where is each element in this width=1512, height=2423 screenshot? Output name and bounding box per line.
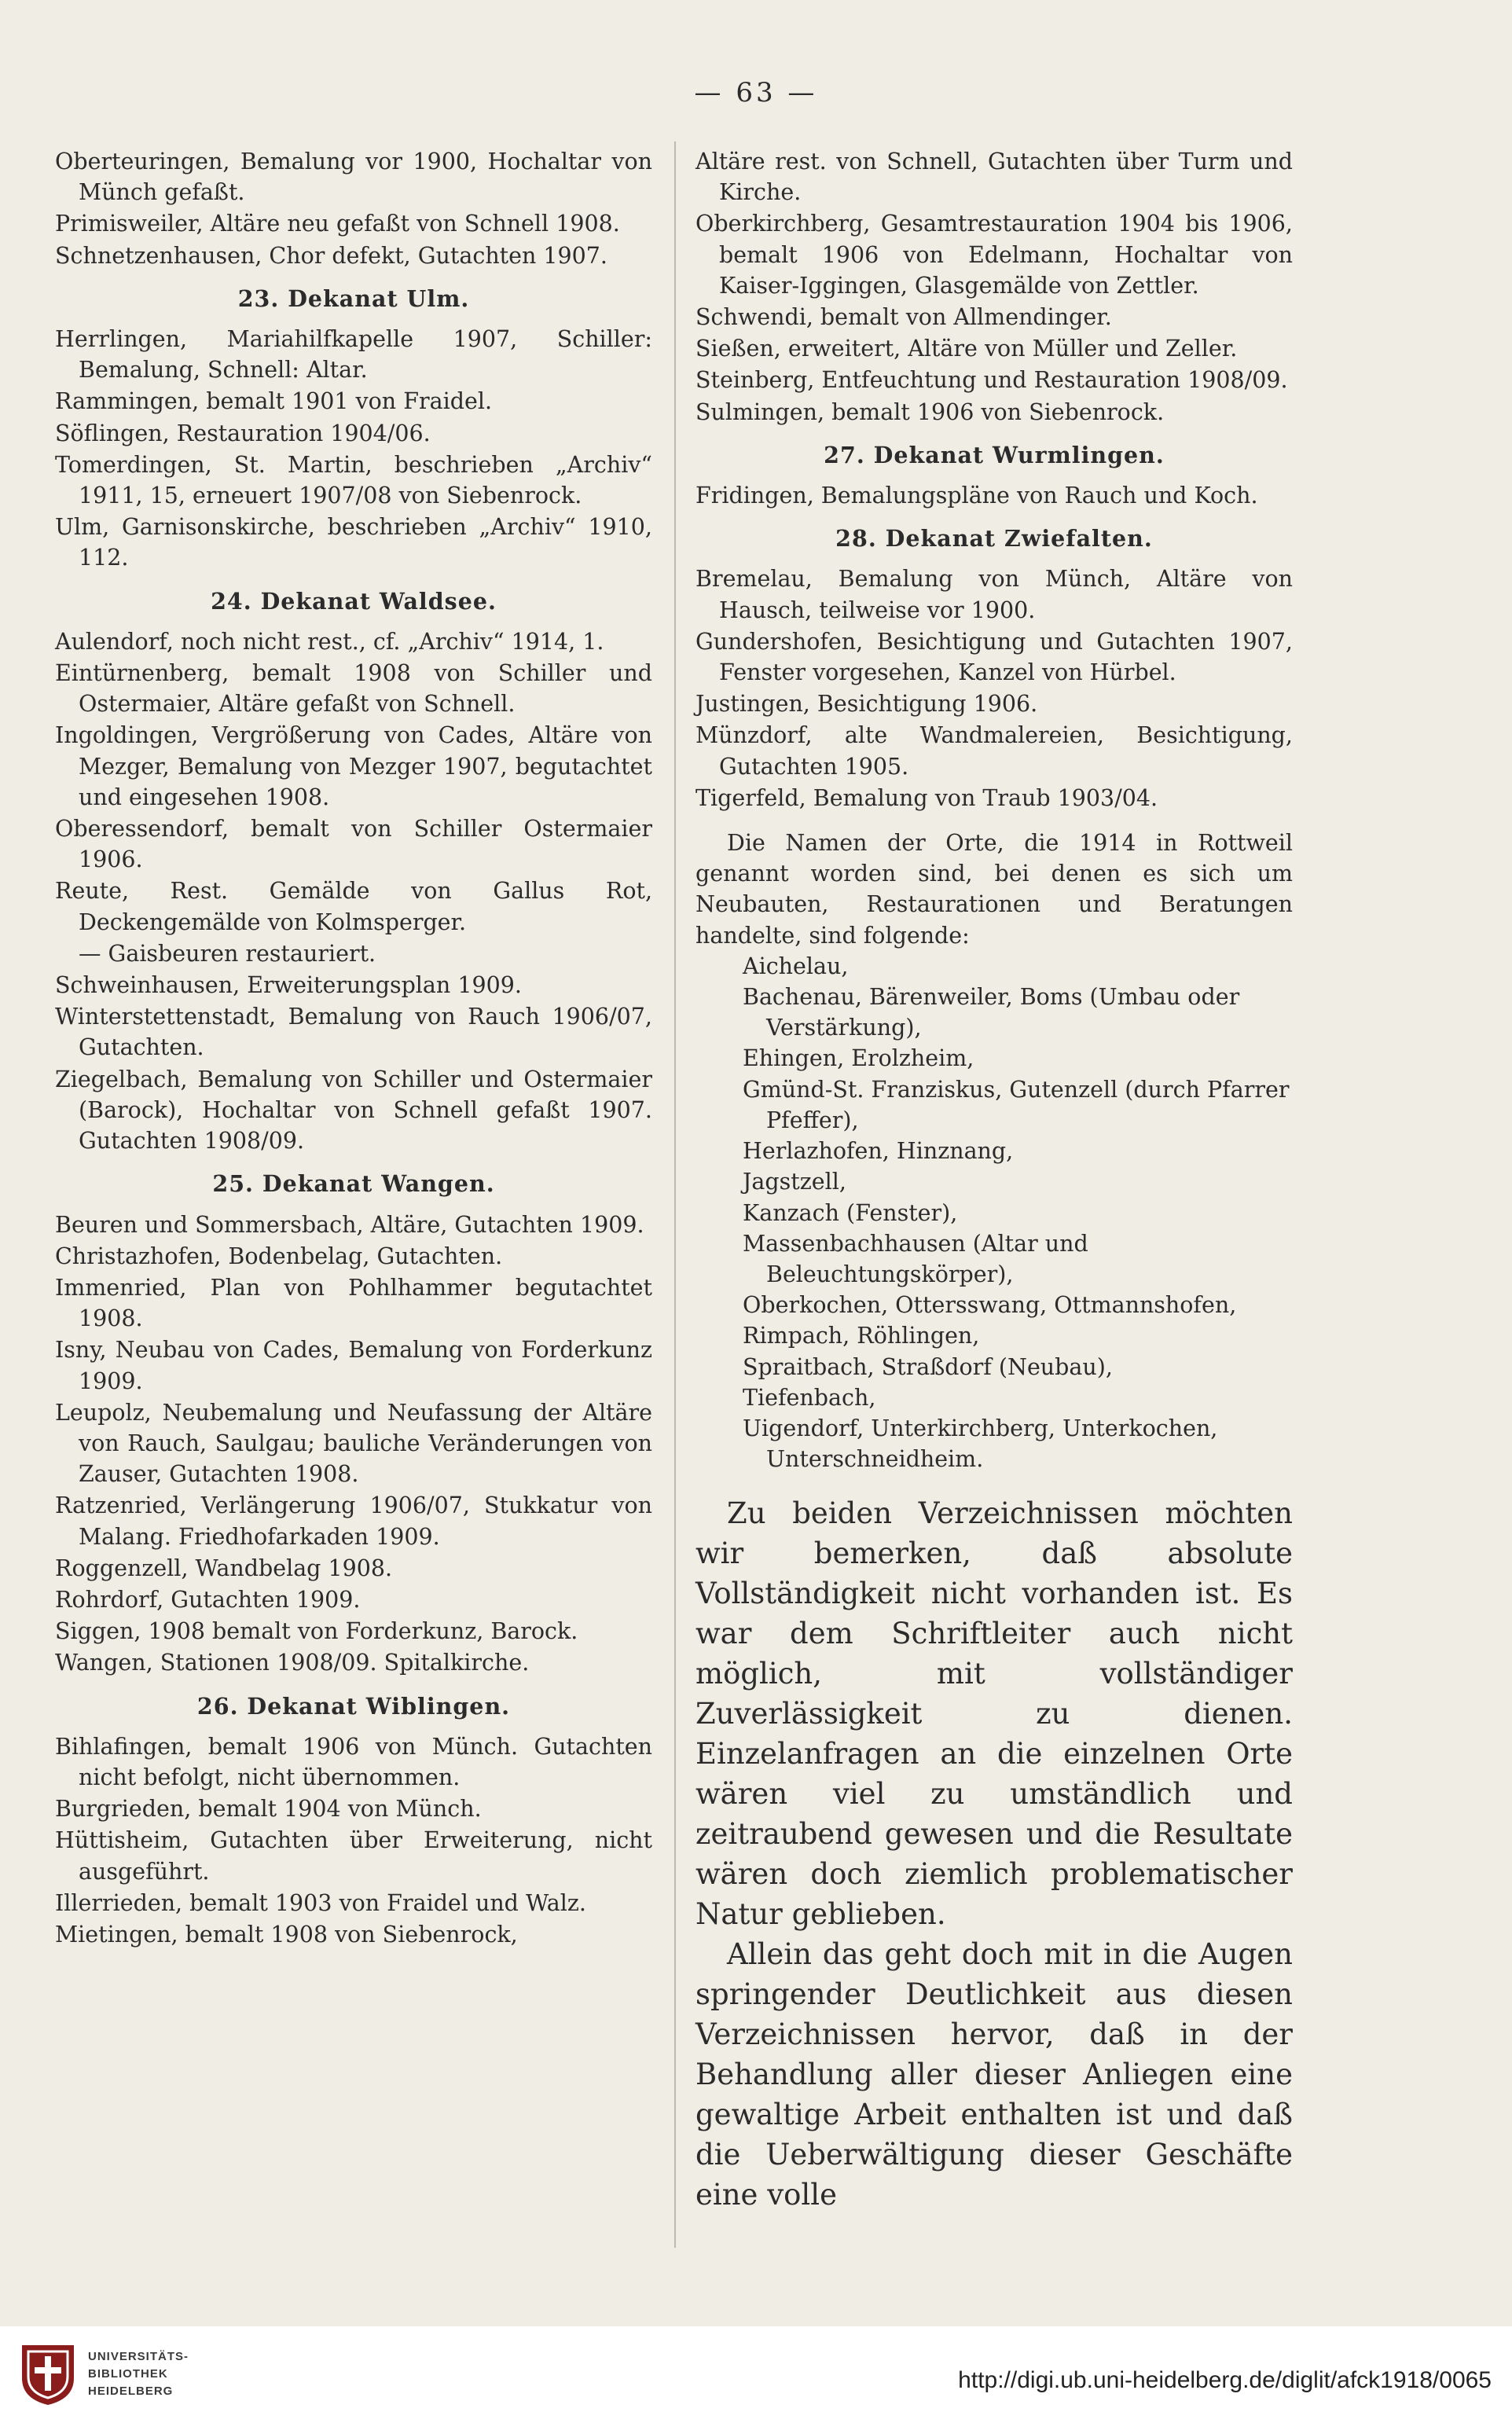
logo-line: BIBLIOTHEK [88,2367,168,2381]
list-item: — Gaisbeuren restauriert. [79,940,376,967]
section-ulm [55,324,652,574]
closing-paragraph-1: Zu beiden Verzeichnissen möchten wir bemerken, daß absolute Vollständigkeit nicht vorhanden ist. Es war dem Schriftleiter auch nicht möglich, mit vollständiger Zuverlässigkeit zu dienen. Einzelanfragen an die einzelnen Orte wären viel zu umständlich und zeitraubend gewesen und die Resultate wären doch ziemlich problematischer Natur geblieben. [695,1496,1293,1932]
list-item: Aichelau, [743,953,849,979]
list-item: Gundershofen, Besichtigung und Gutachten 1907, Fenster vorgesehen, Kanzel von Hürbel. [695,628,1293,686]
list-item: Primisweiler, Altäre neu gefaßt von Schnell 1908. [55,211,620,237]
list-item: Christazhofen, Bodenbelag, Gutachten. [55,1243,503,1269]
right-column [695,146,1293,2215]
list-item: Oberkochen, Ottersswang, Ottmannshofen, [743,1292,1237,1319]
list-item: Siggen, 1908 bemalt von Forderkunz, Barock. [55,1618,578,1645]
list-item: Herrlingen, Mariahilfkapelle 1907, Schiller: Bemalung, Schnell: Altar. [55,326,652,384]
logo-line: UNIVERSITÄTS- [88,2350,189,2363]
list-item: Sießen, erweitert, Altäre von Müller und Zeller. [695,336,1238,362]
logo-line: HEIDELBERG [88,2384,174,2398]
section-wiblingen [55,1731,652,1950]
list-item: Hüttisheim, Gutachten über Erweiterung, nicht ausgeführt. [55,1827,652,1885]
list-item: Gmünd-St. Franziskus, Gutenzell (durch Pfarrer Pfeffer), [743,1076,1290,1133]
list-item: Eintürnenberg, bemalt 1908 von Schiller und Ostermaier, Altäre gefaßt von Schnell. [55,660,652,718]
university-seal-icon [17,2340,79,2408]
list-item: Fridingen, Bemalungspläne von Rauch und Koch. [695,483,1258,509]
section-wurmlingen [695,480,1293,511]
list-item: Mietingen, bemalt 1908 von Siebenrock, [55,1921,518,1948]
list-item: Spraitbach, Straßdorf (Neubau), [743,1353,1113,1380]
list-item: Kanzach (Fenster), [743,1199,958,1226]
section-heading-wangen: 25. Dekanat Wangen. [212,1170,495,1198]
list-item: Massenbachhausen (Altar und Beleuchtungskörper), [743,1230,1088,1287]
section-heading-wurmlingen: 27. Dekanat Wurmlingen. [824,441,1165,468]
list-item: Uigendorf, Unterkirchberg, Unterkochen, Unterschneidheim. [743,1415,1218,1473]
list-item: Jagstzell, [743,1169,846,1195]
list-item: Altäre rest. von Schnell, Gutachten über Turm und Kirche. [695,149,1293,206]
viewer-footer [0,2326,1512,2423]
list-item: Rammingen, bemalt 1901 von Fraidel. [55,388,493,415]
list-item: Illerrieden, bemalt 1903 von Fraidel und Walz. [55,1889,586,1916]
right-entries-continued [695,146,1293,428]
list-item: Beuren und Sommersbach, Altäre, Gutachten 1909. [55,1211,644,1238]
list-item: Bremelau, Bemalung von Münch, Altäre von Hausch, teilweise vor 1900. [695,566,1293,623]
list-item: Leupolz, Neubemalung und Neufassung der Altäre von Rauch, Saulgau; bauliche Veränderungen von Zauser, Gutachten 1908. [55,1399,652,1488]
closing-paragraph-2: Allein das geht doch mit in die Augen springender Deutlichkeit aus diesen Verzeichnissen hervor, daß in der Behandlung aller dieser Anliegen eine gewaltige Arbeit enthalten ist und daß die Ueberwältigung dieser Geschäfte eine volle [695,1937,1293,2212]
left-entries-top [55,146,652,271]
list-item: Tigerfeld, Bemalung von Traub 1903/04. [695,784,1158,811]
list-item: Winterstettenstadt, Bemalung von Rauch 1906/07, Gutachten. [55,1004,652,1061]
library-logo-text [88,2348,189,2400]
list-item: Bihlafingen, bemalt 1906 von Münch. Gutachten nicht befolgt, nicht übernommen. [55,1733,652,1790]
list-item: Reute, Rest. Gemälde von Gallus Rot, Deckengemälde von Kolmsperger. [55,878,652,935]
section-wangen [55,1210,652,1679]
list-item: Ulm, Garnisonskirche, beschrieben „Archiv“ 1910, 112. [55,514,652,571]
list-item: Burgrieden, bemalt 1904 von Münch. [55,1796,482,1823]
list-item: Tomerdingen, St. Martin, beschrieben „Archiv“ 1911, 15, erneuert 1907/08 von Siebenrock. [55,451,652,509]
list-item: Herlazhofen, Hinznang, [743,1138,1014,1165]
list-item: Schwendi, bemalt von Allmendinger. [695,304,1112,331]
list-item: Rimpach, Röhlingen, [743,1323,980,1349]
list-item: Oberteuringen, Bemalung vor 1900, Hochaltar von Münch gefaßt. [55,149,652,206]
list-item: Steinberg, Entfeuchtung und Restauration 1908/09. [695,367,1288,394]
section-heading-ulm: 23. Dekanat Ulm. [237,285,470,312]
section-heading-waldsee: 24. Dekanat Waldsee. [211,587,497,615]
list-item: Tiefenbach, [743,1384,876,1411]
column-divider [674,141,676,2248]
list-item: Roggenzell, Wandbelag 1908. [55,1555,393,1581]
list-item: Justingen, Besichtigung 1906. [695,691,1038,718]
list-item: Bachenau, Bärenweiler, Boms (Umbau oder Verstärkung), [743,984,1240,1041]
list-item: Schnetzenhausen, Chor defekt, Gutachten 1907. [55,242,607,269]
document-url-link[interactable]: http://digi.ub.uni-heidelberg.de/diglit/afck1918/0065 [958,2367,1492,2393]
section-waldsee [55,626,652,1156]
list-item: Söflingen, Restauration 1904/06. [55,420,431,446]
list-item: Oberessendorf, bemalt von Schiller Ostermaier 1906. [55,816,652,873]
intro-paragraph: Die Namen der Orte, die 1914 in Rottweil genannt worden sind, bei denen es sich um Neubauten, Restaurationen und Beratungen handelte, sind folgende: [695,830,1293,949]
place-list [743,951,1293,1474]
section-heading-wiblingen: 26. Dekanat Wiblingen. [196,1692,511,1720]
section-zwiefalten [695,564,1293,813]
list-item: Münzdorf, alte Wandmalereien, Besichtigung, Gutachten 1905. [695,722,1293,780]
list-item: Schweinhausen, Erweiterungsplan 1909. [55,972,522,999]
list-item: Ehingen, Erolzheim, [743,1045,974,1072]
list-item: Ratzenried, Verlängerung 1906/07, Stukkatur von Malang. Friedhofarkaden 1909. [55,1492,652,1550]
left-column [55,146,652,1951]
page-number: — 63 — [694,77,818,108]
list-item: Isny, Neubau von Cades, Bemalung von Forderkunz 1909. [55,1337,652,1394]
list-item: Ingoldingen, Vergrößerung von Cades, Altäre von Mezger, Bemalung von Mezger 1907, begutachtet und eingesehen 1908. [55,722,652,810]
list-item: Sulmingen, bemalt 1906 von Siebenrock. [695,398,1165,425]
list-item: Ziegelbach, Bemalung von Schiller und Ostermaier (Barock), Hochaltar von Schnell gefaßt 1907. Gutachten 1908/09. [55,1066,652,1155]
list-item: Aulendorf, noch nicht rest., cf. „Archiv“ 1914, 1. [55,628,604,655]
list-item: Rohrdorf, Gutachten 1909. [55,1586,361,1613]
list-item: Immenried, Plan von Pohlhammer begutachtet 1908. [55,1274,652,1332]
list-item: Wangen, Stationen 1908/09. Spitalkirche. [55,1650,530,1676]
list-item: Oberkirchberg, Gesamtrestauration 1904 bis 1906, bemalt 1906 von Edelmann, Hochaltar von Kaiser-Iggingen, Glasgemälde von Zettler. [695,211,1293,299]
section-heading-zwiefalten: 28. Dekanat Zwiefalten. [835,525,1153,553]
